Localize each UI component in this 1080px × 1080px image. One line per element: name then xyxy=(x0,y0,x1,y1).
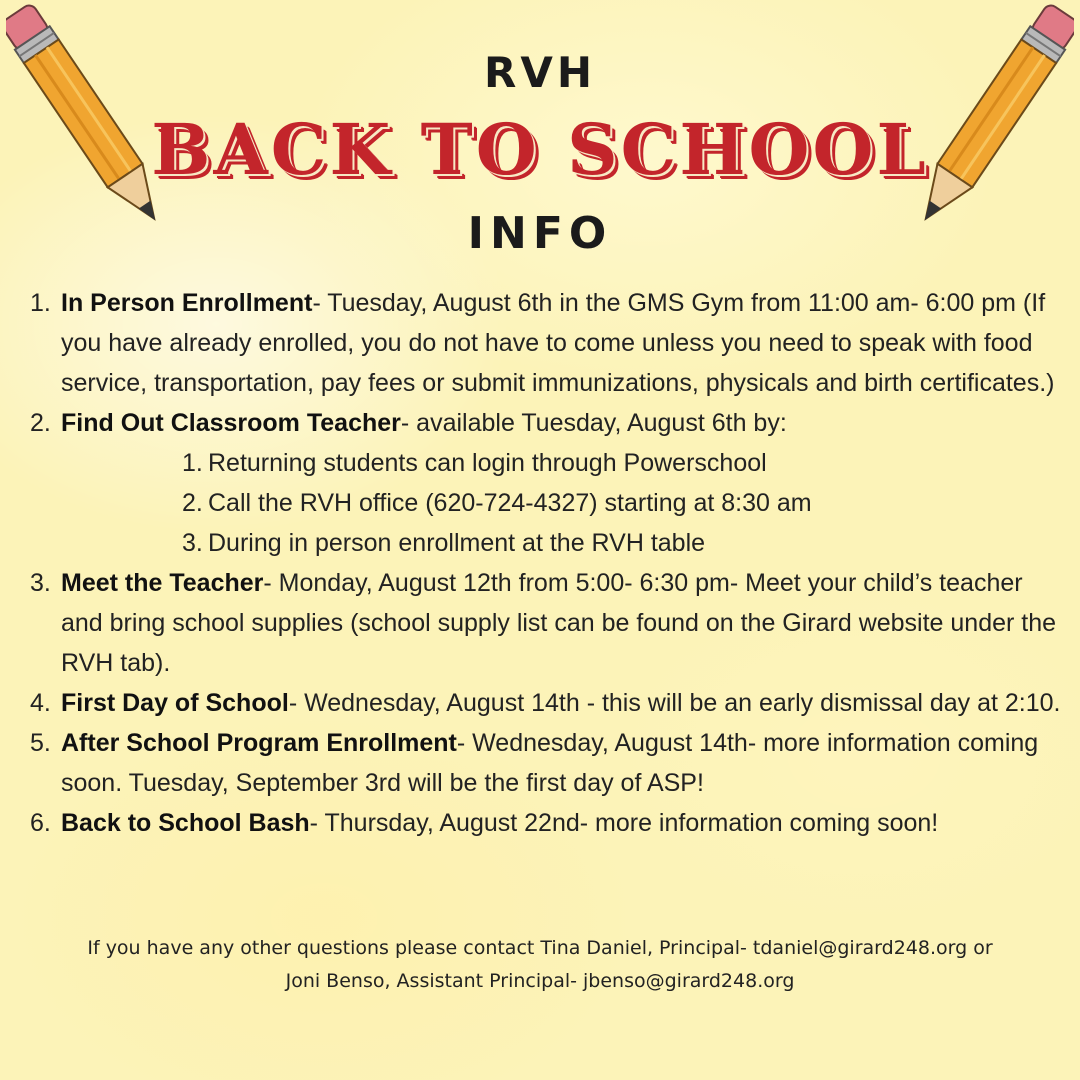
sub-list-item xyxy=(30,483,1070,523)
item-text: - available Tuesday, August 6th by: xyxy=(400,409,787,437)
item-label: Find Out Classroom Teacher xyxy=(61,409,401,437)
list-item xyxy=(30,803,1070,843)
headline-back-to-school: BACK TO SCHOOL xyxy=(151,108,929,191)
item-label: After School Program Enrollment xyxy=(61,729,457,757)
item-number: 4. xyxy=(30,689,51,717)
sub-list-item xyxy=(30,523,1070,563)
sub-item-text: Returning students can login through Powerschool xyxy=(208,449,767,477)
item-text: - Wednesday, August 14th- more information coming soon. Tuesday, September 3rd will be the first day of ASP! xyxy=(61,729,1039,797)
sub-item-number: 1. xyxy=(182,449,203,477)
contact-line: If you have any other questions please contact Tina Daniel, Principal- tdaniel@girard248.org or xyxy=(87,937,993,959)
item-label: First Day of School xyxy=(61,689,289,717)
sub-list-item xyxy=(30,443,1070,483)
item-number: 5. xyxy=(30,729,51,757)
info-list xyxy=(30,283,1070,843)
list-item xyxy=(30,283,1070,403)
item-number: 6. xyxy=(30,809,51,837)
sub-item-text: Call the RVH office (620-724-4327) starting at 8:30 am xyxy=(208,489,812,517)
list-item xyxy=(30,683,1070,723)
sub-item-text: During in person enrollment at the RVH table xyxy=(208,529,706,557)
contact-line: Joni Benso, Assistant Principal- jbenso@girard248.org xyxy=(285,970,795,992)
contact-info xyxy=(0,932,1080,998)
kicker-rvh: RVH xyxy=(484,48,596,97)
kicker-info: INFO xyxy=(467,208,613,259)
item-text: - Thursday, August 22nd- more information coming soon! xyxy=(309,809,939,837)
item-label: Back to School Bash xyxy=(61,809,310,837)
item-text: - Wednesday, August 14th - this will be an early dismissal day at 2:10. xyxy=(288,689,1061,717)
list-item xyxy=(30,403,1070,443)
item-number: 2. xyxy=(30,409,51,437)
list-item xyxy=(30,563,1070,683)
item-text: - Monday, August 12th from 5:00- 6:30 pm- Meet your child’s teacher and bring school supplies (school supply list can be found on the Girard website under the RVH tab). xyxy=(61,569,1057,677)
item-label: Meet the Teacher xyxy=(61,569,264,597)
item-label: In Person Enrollment xyxy=(61,289,313,317)
item-number: 3. xyxy=(30,569,51,597)
sub-item-number: 2. xyxy=(182,489,203,517)
item-text: - Tuesday, August 6th in the GMS Gym from 11:00 am- 6:00 pm (If you have already enrolled, you do not have to come unless you need to speak with food service, transportation, pay fees or submit immunizations, physicals and birth certificates.) xyxy=(61,289,1055,397)
item-number: 1. xyxy=(30,289,51,317)
sub-item-number: 3. xyxy=(182,529,203,557)
list-item xyxy=(30,723,1070,803)
